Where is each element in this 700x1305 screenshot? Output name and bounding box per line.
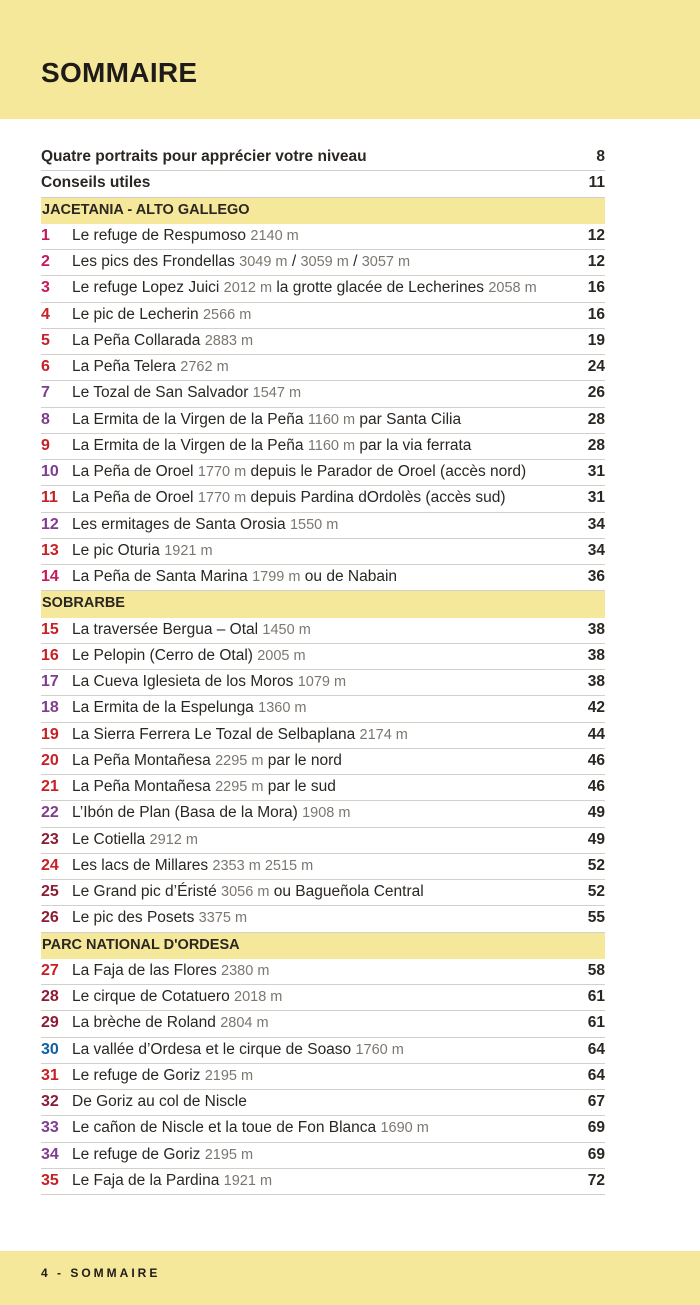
entry-title	[72, 1041, 404, 1059]
entry-number: 14	[41, 568, 59, 585]
page-number: 19	[587, 331, 605, 349]
intro-entry	[41, 145, 605, 171]
entry-title	[72, 621, 311, 639]
page-number: 49	[587, 804, 605, 822]
entry-number: 32	[41, 1093, 59, 1110]
page-number: 61	[587, 1014, 605, 1032]
entry-number: 22	[41, 804, 59, 822]
header-band	[0, 0, 700, 119]
entry-text: /	[287, 253, 301, 270]
intro-entry	[41, 171, 605, 197]
entry-text: La Faja de las Flores	[72, 961, 222, 979]
section-header	[41, 198, 605, 224]
altitude: 2762 m	[180, 359, 229, 375]
page-number: 38	[587, 620, 605, 638]
entry-title	[72, 831, 198, 849]
page-number: 44	[587, 725, 605, 743]
entry-title: Conseils utiles	[41, 174, 151, 192]
toc-entry	[41, 1011, 605, 1037]
altitude: 3049 m	[239, 254, 288, 270]
entry-number: 2	[41, 253, 50, 270]
entry-title	[72, 962, 269, 980]
entry-text: La Cueva Iglesieta de los Moros	[72, 673, 298, 690]
entry-text: Les lacs de Millares	[72, 856, 213, 874]
page-number: 52	[587, 883, 605, 900]
entry-title	[72, 673, 346, 691]
entry-text: par la via ferrata	[355, 436, 472, 454]
entry-number: 7	[41, 384, 50, 402]
entry-title	[72, 279, 537, 297]
altitude: 2012 m	[223, 280, 273, 297]
entry-title	[72, 332, 253, 350]
entry-text: Le Cotiella	[72, 830, 150, 848]
entry-title	[72, 489, 506, 507]
entry-number: 10	[41, 463, 59, 480]
entry-text: Le cirque de Cotatuero	[72, 988, 234, 1005]
entry-number: 17	[41, 673, 59, 690]
entry-number: 35	[41, 1171, 59, 1189]
entry-text: Le Faja de la Pardina	[72, 1171, 224, 1189]
altitude: 1160 m	[307, 411, 356, 428]
entry-title	[72, 647, 306, 665]
toc-entry	[41, 801, 605, 827]
page-number: 52	[587, 856, 605, 874]
toc-entry	[41, 276, 605, 302]
toc-entry	[41, 906, 605, 932]
page-number: 34	[587, 541, 605, 559]
entry-text: depuis le Parador de Oroel (accès nord)	[246, 463, 527, 480]
entry-text: La Ermita de la Virgen de la Peña	[72, 410, 308, 428]
altitude: 2295 m	[215, 779, 264, 795]
page-number: 38	[587, 673, 605, 690]
entry-title	[72, 1146, 253, 1164]
altitude: 2005 m	[257, 647, 306, 664]
entry-text: Le Pelopin (Cerro de Otal)	[72, 646, 258, 664]
entry-title: Quatre portraits pour apprécier votre niveau	[41, 148, 367, 165]
page-number: 8	[596, 148, 605, 165]
entry-text: Le refuge de Goriz	[72, 1145, 205, 1163]
altitude: 1760 m	[355, 1041, 404, 1058]
page-number: 55	[587, 909, 605, 927]
page-number: 69	[587, 1145, 605, 1163]
page-number: 16	[587, 305, 605, 323]
entry-title	[72, 778, 336, 796]
entry-text: La Ermita de la Espelunga	[72, 699, 259, 717]
altitude: 1079 m	[297, 674, 347, 690]
entry-number: 15	[41, 620, 59, 638]
altitude: 1921 m	[164, 542, 213, 559]
entry-number: 31	[41, 1066, 59, 1084]
entry-number: 4	[41, 305, 50, 323]
altitude: 3057 m	[361, 254, 411, 270]
entry-text: Le pic de Lecherin	[72, 305, 203, 323]
entry-number: 12	[41, 515, 59, 533]
entry-number: 20	[41, 751, 59, 769]
entry-text: La Peña Montañesa	[72, 778, 216, 795]
altitude: 1690 m	[380, 1120, 429, 1137]
entry-text: Les pics des Frondellas	[72, 253, 240, 270]
entry-title	[72, 1067, 253, 1085]
altitude: 1799 m	[252, 569, 301, 585]
entry-number: 8	[41, 410, 50, 428]
footer-band	[0, 1251, 700, 1305]
page-number: 49	[587, 830, 605, 848]
table-of-contents	[41, 145, 605, 1195]
entry-title	[72, 804, 350, 822]
altitude: 1360 m	[258, 700, 307, 717]
entry-title	[72, 358, 229, 376]
entry-number: 29	[41, 1014, 59, 1032]
entry-text: par Santa Cilia	[355, 410, 462, 428]
toc-entry	[41, 696, 605, 722]
toc-entry	[41, 1064, 605, 1090]
entry-title	[72, 752, 342, 770]
entry-title	[72, 1014, 269, 1032]
altitude: 2174 m	[359, 726, 408, 743]
altitude: 1770 m	[197, 490, 247, 507]
entry-title	[72, 988, 282, 1006]
entry-text: La Peña Telera	[72, 358, 181, 375]
entry-text: La traversée Bergua – Otal	[72, 620, 263, 638]
entry-title	[72, 384, 301, 402]
altitude: 1921 m	[223, 1172, 273, 1189]
page-number: 31	[587, 463, 605, 480]
entry-number: 9	[41, 436, 50, 454]
page-number: 28	[587, 410, 605, 428]
toc-entry	[41, 408, 605, 434]
toc-entry	[41, 670, 605, 696]
page-number: 42	[587, 699, 605, 717]
toc-entry	[41, 460, 605, 486]
entry-number: 5	[41, 331, 50, 349]
toc-entry	[41, 828, 605, 854]
page-number: 67	[587, 1093, 605, 1110]
entry-number: 25	[41, 883, 59, 900]
entry-text: La brèche de Roland	[72, 1014, 221, 1032]
toc-entry	[41, 644, 605, 670]
page-number: 16	[587, 279, 605, 297]
page-number: 64	[587, 1040, 605, 1058]
page-number: 34	[587, 515, 605, 533]
entry-number: 34	[41, 1145, 59, 1163]
entry-text: L’Ibón de Plan (Basa de la Mora)	[72, 804, 303, 822]
entry-number: 6	[41, 358, 50, 375]
entry-title	[72, 699, 307, 717]
toc-entry	[41, 854, 605, 880]
entry-number: 1	[41, 226, 50, 244]
altitude: 1550 m	[289, 516, 339, 533]
entry-number: 21	[41, 778, 59, 795]
altitude: 3059 m	[300, 254, 349, 270]
entry-title	[72, 1172, 272, 1190]
entry-title	[72, 227, 299, 245]
entry-title	[72, 1093, 247, 1111]
page-number: 36	[587, 568, 605, 585]
entry-number: 27	[41, 961, 59, 979]
toc-entry	[41, 985, 605, 1011]
toc-entry	[41, 224, 605, 250]
entry-title	[72, 306, 251, 324]
toc-entry	[41, 486, 605, 512]
altitude: 1450 m	[262, 621, 311, 638]
page-number: 24	[587, 358, 605, 375]
toc-entry	[41, 355, 605, 381]
toc-entry	[41, 1038, 605, 1064]
page-number: 46	[587, 778, 605, 795]
toc-entry	[41, 723, 605, 749]
entry-text: Le refuge de Respumoso	[72, 226, 251, 244]
entry-text: Le Tozal de San Salvador	[72, 384, 253, 402]
altitude: 2912 m	[149, 831, 198, 848]
altitude: 2195 m	[204, 1067, 254, 1084]
section-title: SOBRARBE	[42, 595, 125, 612]
section-header	[41, 933, 605, 959]
page-number: 69	[587, 1119, 605, 1137]
toc-entry	[41, 880, 605, 906]
entry-title	[72, 909, 247, 927]
entry-title	[72, 253, 410, 271]
entry-number: 18	[41, 699, 59, 717]
entry-text: La Peña de Oroel	[72, 489, 198, 507]
altitude: 1547 m	[252, 385, 302, 402]
entry-number: 24	[41, 856, 59, 874]
page-number: 11	[588, 174, 605, 192]
toc-entry	[41, 1169, 605, 1195]
entry-number: 3	[41, 279, 50, 297]
toc-entry	[41, 381, 605, 407]
entry-number: 30	[41, 1040, 59, 1058]
page-number: 28	[587, 436, 605, 454]
entry-number: 19	[41, 725, 59, 743]
entry-text: La Peña de Santa Marina	[72, 568, 253, 585]
entry-number: 26	[41, 909, 59, 927]
section-title: JACETANIA - ALTO GALLEGO	[42, 201, 250, 218]
altitude: 2140 m	[250, 227, 299, 244]
toc-entry	[41, 539, 605, 565]
page-number: 31	[587, 489, 605, 507]
entry-title	[72, 568, 397, 586]
page-number: 64	[587, 1066, 605, 1084]
altitude: 1160 m	[307, 437, 356, 454]
page-number: 72	[587, 1171, 605, 1189]
entry-title	[72, 883, 424, 901]
altitude: 3375 m	[198, 910, 248, 927]
entry-title	[72, 437, 471, 455]
entry-text: la grotte glacée de Lecherines	[272, 279, 489, 297]
altitude: 2353 m 2515 m	[212, 857, 314, 874]
entry-text: La Sierra Ferrera Le Tozal de Selbaplana	[72, 725, 360, 743]
altitude: 2018 m	[234, 989, 283, 1005]
altitude: 2380 m	[221, 962, 270, 979]
altitude: 1770 m	[197, 464, 247, 480]
entry-title	[72, 726, 408, 744]
toc-entry	[41, 959, 605, 985]
section-title: PARC NATIONAL D'ORDESA	[42, 936, 240, 953]
entry-text: La Peña de Oroel	[72, 463, 198, 480]
toc-entry	[41, 1090, 605, 1116]
entry-text: ou de Nabain	[300, 568, 398, 585]
altitude: 3056 m	[221, 884, 270, 900]
entry-title	[72, 1119, 429, 1137]
entry-text: par le sud	[263, 778, 336, 795]
entry-number: 33	[41, 1119, 59, 1137]
footer-page-label: 4 - SOMMAIRE	[41, 1266, 161, 1280]
entry-text: Le refuge de Goriz	[72, 1066, 205, 1084]
page-number: 12	[587, 253, 605, 270]
entry-text: Le cañon de Niscle et la toue de Fon Blanca	[72, 1119, 381, 1137]
page-number: 38	[587, 646, 605, 664]
entry-text: La Peña Collarada	[72, 331, 205, 349]
entry-text: Les ermitages de Santa Orosia	[72, 515, 290, 533]
page-number: 12	[587, 226, 605, 244]
toc-entry	[41, 749, 605, 775]
entry-text: depuis Pardina dOrdolès (accès sud)	[246, 489, 506, 507]
altitude: 2195 m	[204, 1146, 254, 1163]
page-title: SOMMAIRE	[41, 57, 198, 88]
entry-title	[72, 516, 338, 534]
altitude: 2058 m	[488, 280, 537, 297]
entry-text: La Ermita de la Virgen de la Peña	[72, 436, 308, 454]
entry-title	[72, 463, 526, 481]
entry-title	[72, 542, 213, 560]
entry-text: La vallée d’Ordesa et le cirque de Soaso	[72, 1040, 356, 1058]
entry-number: 28	[41, 988, 59, 1005]
toc-entry	[41, 1143, 605, 1169]
entry-text: Le refuge Lopez Juici	[72, 279, 224, 297]
entry-number: 23	[41, 830, 59, 848]
altitude: 2883 m	[204, 332, 254, 349]
entry-text: De Goriz au col de Niscle	[72, 1093, 247, 1110]
toc-entry	[41, 618, 605, 644]
altitude: 2804 m	[220, 1015, 269, 1032]
page-number: 58	[587, 961, 605, 979]
altitude: 2295 m	[215, 752, 264, 769]
entry-number: 16	[41, 646, 59, 664]
page-number: 26	[587, 384, 605, 402]
entry-title	[72, 411, 461, 429]
entry-number: 11	[41, 489, 58, 507]
entry-text: Le pic des Posets	[72, 909, 199, 927]
altitude: 1908 m	[302, 805, 351, 822]
section-header	[41, 591, 605, 617]
entry-text: /	[348, 253, 362, 270]
toc-entry	[41, 303, 605, 329]
entry-text: par le nord	[263, 751, 342, 769]
entry-text: La Peña Montañesa	[72, 751, 216, 769]
toc-entry	[41, 513, 605, 539]
toc-entry	[41, 565, 605, 591]
altitude: 2566 m	[202, 306, 252, 323]
entry-title	[72, 857, 313, 875]
toc-entry	[41, 775, 605, 801]
entry-text: Le Grand pic d’Éristé	[72, 883, 222, 900]
entry-number: 13	[41, 541, 59, 559]
page-number: 61	[587, 988, 605, 1005]
toc-entry	[41, 434, 605, 460]
toc-entry	[41, 250, 605, 276]
toc-entry	[41, 329, 605, 355]
toc-entry	[41, 1116, 605, 1142]
page-number: 46	[587, 751, 605, 769]
entry-text: Le pic Oturia	[72, 541, 165, 559]
entry-text: ou Bagueñola Central	[269, 883, 424, 900]
